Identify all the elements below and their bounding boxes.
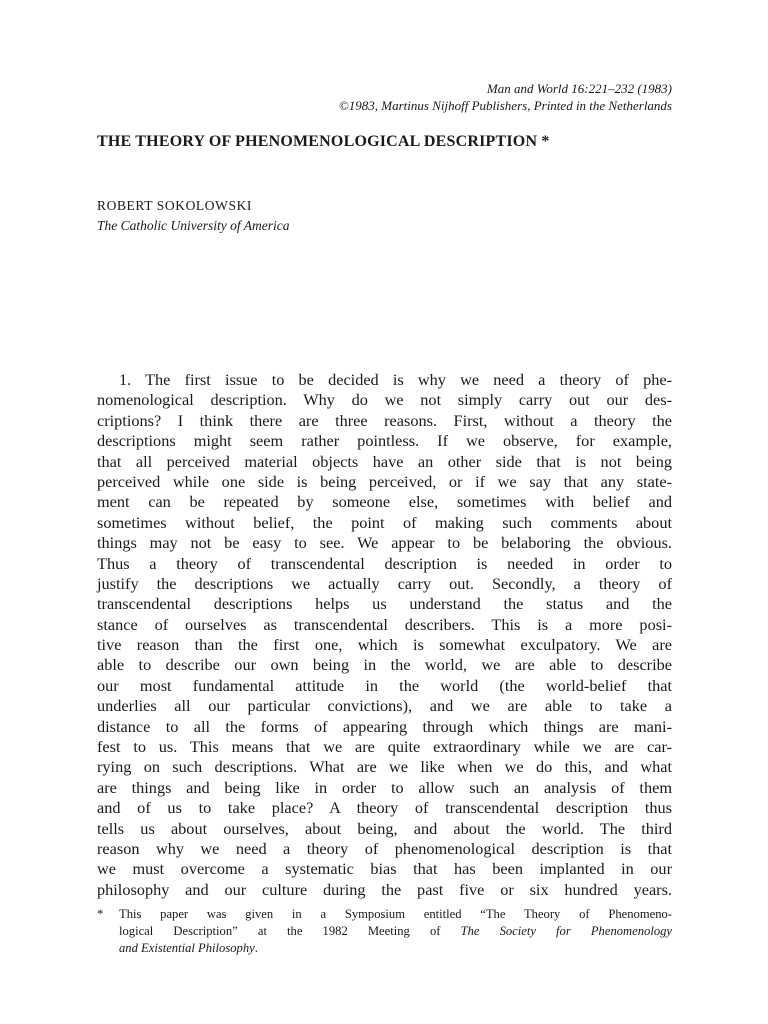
footnote xyxy=(97,906,672,957)
body-line: Thus a theory of transcendental description is needed in order to xyxy=(97,553,672,573)
footnote-text: This paper was given in a Symposium entitled “The Theory of Phenomeno- xyxy=(119,907,672,921)
body-line: criptions? I think there are three reasons. First, without a theory the xyxy=(97,410,672,430)
body-line: philosophy and our culture during the past five or six hundred years. xyxy=(97,879,672,899)
body-line: our most fundamental attitude in the world (the world-belief that xyxy=(97,675,672,695)
author-name: ROBERT SOKOLOWSKI xyxy=(97,198,253,213)
footnote-text: logical Description” at the 1982 Meeting of xyxy=(119,924,461,938)
body-line: fest to us. This means that we are quite extraordinary while we are car- xyxy=(97,737,672,757)
body-line: able to describe our own being in the world, we are able to describe xyxy=(97,655,672,675)
body-line: we must overcome a systematic bias that has been implanted in our xyxy=(97,859,672,879)
author-block xyxy=(97,196,289,236)
paper-title: THE THEORY OF PHENOMENOLOGICAL DESCRIPTION * xyxy=(97,133,550,150)
body-line: 1. The first issue to be decided is why we need a theory of phe- xyxy=(119,370,672,389)
publisher-line: ©1983, Martinus Nijhoff Publishers, Printed in the Netherlands xyxy=(338,98,672,113)
body-line: tells us about ourselves, about being, and about the world. The third xyxy=(97,818,672,838)
body-line: ment can be repeated by someone else, sometimes with belief and xyxy=(97,492,672,512)
footnote-line xyxy=(97,923,672,940)
journal-citation xyxy=(339,80,672,114)
body-line: sometimes without belief, the point of making such comments about xyxy=(97,512,672,532)
body-line: perceived while one side is being perceived, or if we say that any state- xyxy=(97,471,672,491)
body-paragraph xyxy=(97,370,672,900)
society-name-continued: and Existential Philosophy xyxy=(119,941,255,955)
body-line: things may not be easy to see. We appear to be belaboring the obvious. xyxy=(97,533,672,553)
body-line: nomenological description. Why do we not simply carry out our des- xyxy=(97,390,672,410)
body-line: justify the descriptions we actually carry out. Secondly, a theory of xyxy=(97,573,672,593)
body-line: transcendental descriptions helps us understand the status and the xyxy=(97,594,672,614)
body-line: tive reason than the first one, which is somewhat exculpatory. We are xyxy=(97,635,672,655)
body-line: stance of ourselves as transcendental describers. This is a more posi- xyxy=(97,614,672,634)
author-affiliation: The Catholic University of America xyxy=(97,218,290,233)
footnote-line xyxy=(97,906,672,923)
journal-line: Man and World 16:221–232 (1983) xyxy=(486,81,672,96)
body-line: that all perceived material objects have an other side that is not being xyxy=(97,451,672,471)
body-line: rying on such descriptions. What are we like when we do this, and what xyxy=(97,757,672,777)
body-line: distance to all the forms of appearing through which things are mani- xyxy=(97,716,672,736)
body-line: reason why we need a theory of phenomenological description is that xyxy=(97,838,672,858)
footnote-line xyxy=(97,940,672,957)
body-line: are things and being like in order to allow such an analysis of them xyxy=(97,777,672,797)
footnote-marker: * xyxy=(97,907,104,921)
body-line: descriptions might seem rather pointless. If we observe, for example, xyxy=(97,431,672,451)
footnote-period: . xyxy=(254,941,258,955)
body-line: and of us to take place? A theory of transcendental description thus xyxy=(97,798,672,818)
society-name: The Society for Phenomenology xyxy=(460,924,672,938)
body-line: underlies all our particular convictions), and we are able to take a xyxy=(97,696,672,716)
